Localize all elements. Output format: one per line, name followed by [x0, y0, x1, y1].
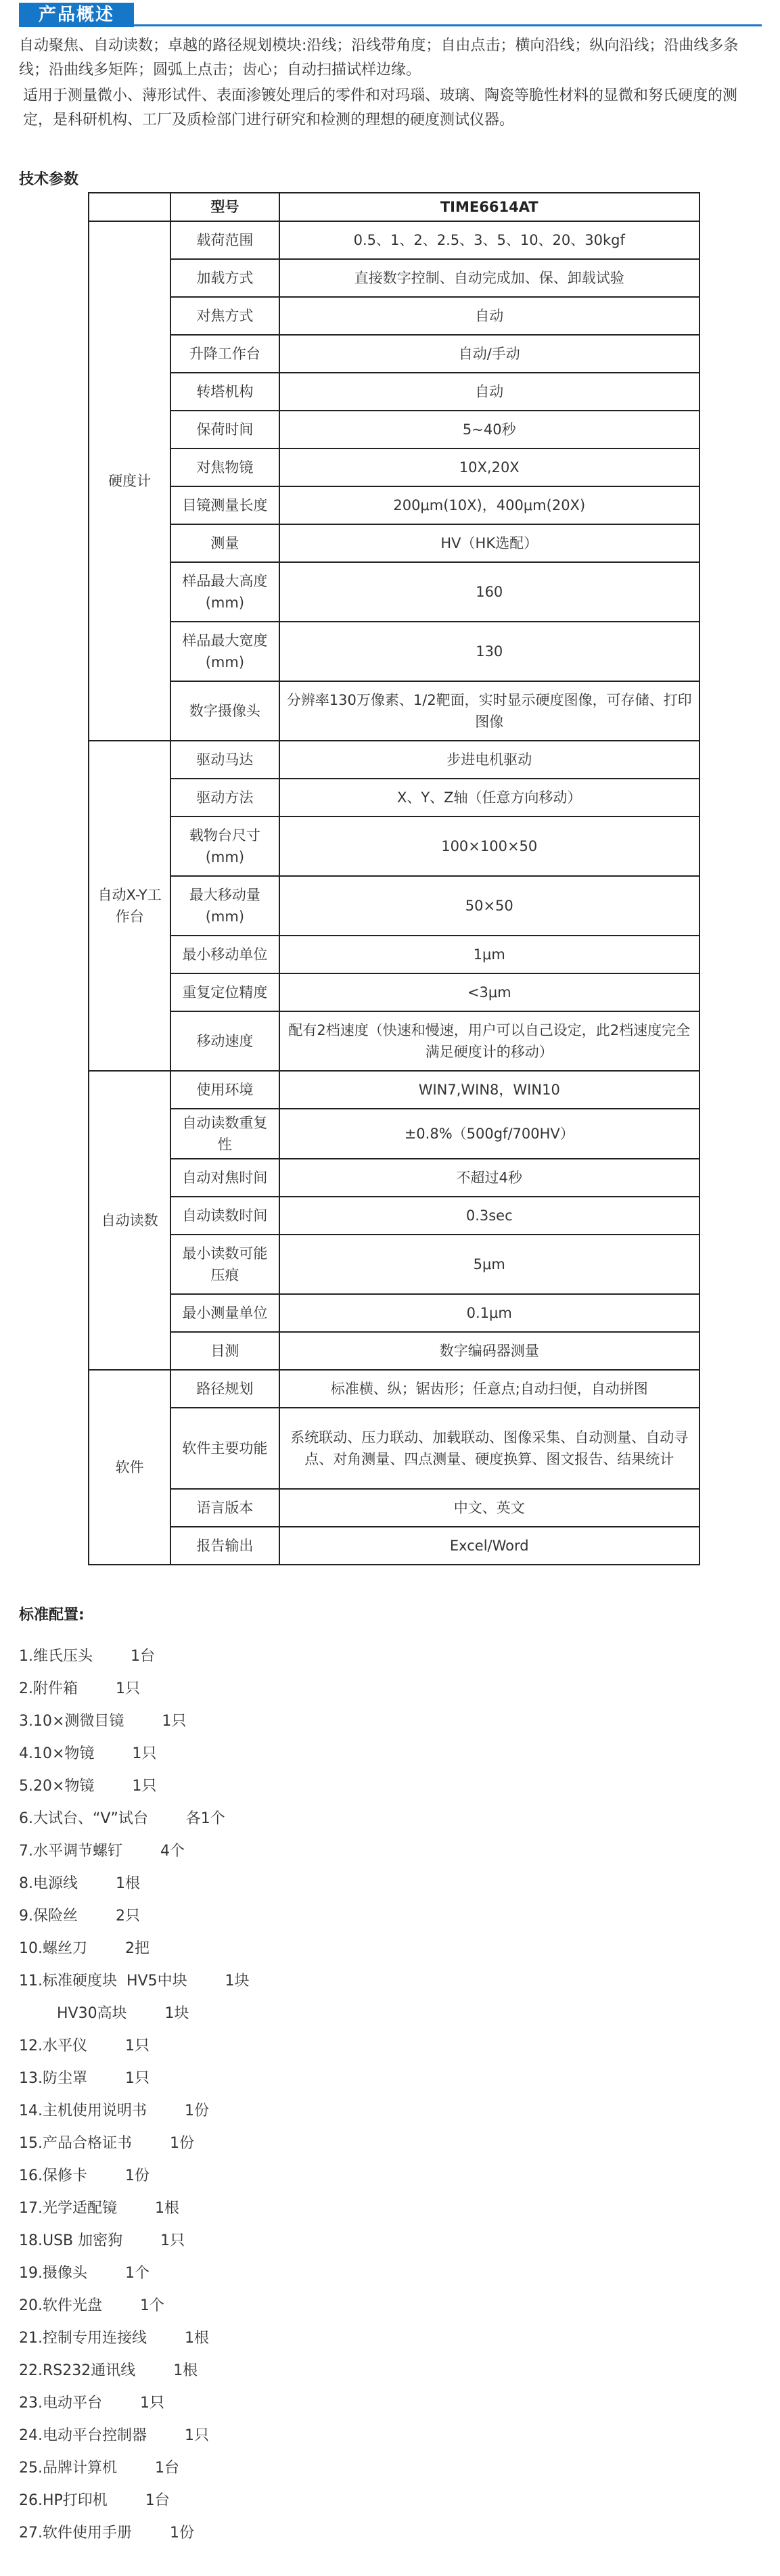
spec-row: [89, 1197, 699, 1235]
spec-row: [89, 1235, 699, 1294]
spec-row: [89, 1071, 699, 1109]
spec-param-value: 自动: [279, 297, 700, 335]
spec-param-label: 载物台尺寸(mm): [170, 816, 279, 876]
spec-group-label: 自动读数: [89, 1071, 170, 1370]
config-item-name: 4.10×物镜: [19, 1745, 95, 1762]
config-item-name: 3.10×测微目镜: [19, 1713, 124, 1730]
spec-header-blank: [89, 193, 170, 221]
config-item-quantity: 1份: [169, 2525, 194, 2542]
spec-row: [89, 448, 699, 486]
config-item-quantity: 1根: [154, 2200, 179, 2217]
spec-param-label: 自动读数重复性: [170, 1109, 279, 1159]
spec-row: [89, 411, 699, 448]
spec-param-label: 最小测量单位: [170, 1294, 279, 1332]
spec-param-value: ±0.8%（500gf/700HV）: [279, 1109, 700, 1159]
config-item-quantity: 1只: [124, 2070, 150, 2087]
config-item: [19, 2095, 560, 2128]
config-item: [19, 1868, 560, 1900]
spec-param-value: 步进电机驱动: [279, 741, 700, 779]
spec-row: [89, 335, 699, 373]
config-item: [19, 2128, 560, 2160]
spec-row: [89, 259, 699, 297]
spec-row: [89, 936, 699, 973]
config-item-name: 23.电动平台: [19, 2395, 102, 2412]
config-item-quantity: 2把: [124, 1940, 150, 1957]
config-item: [19, 1965, 560, 1998]
spec-param-label: 路径规划: [170, 1370, 279, 1408]
config-item-name: 24.电动平台控制器: [19, 2427, 147, 2444]
config-item: [19, 1835, 560, 1868]
config-item-quantity: 1只: [139, 2395, 164, 2412]
spec-param-label: 驱动方法: [170, 779, 279, 816]
spec-row: [89, 779, 699, 816]
spec-param-value: 中文、英文: [279, 1489, 700, 1527]
spec-param-value: 5μm: [279, 1235, 700, 1294]
spec-param-label: 语言版本: [170, 1489, 279, 1527]
config-item-quantity: 1根: [115, 1875, 140, 1892]
config-item-name: 19.摄像头: [19, 2265, 87, 2282]
config-item: [19, 2485, 560, 2517]
spec-param-value: WIN7,WIN8，WIN10: [279, 1071, 700, 1109]
config-item-quantity: 4个: [160, 1843, 185, 1860]
config-item-name: 12.水平仪: [19, 2038, 87, 2054]
spec-param-value: 0.3sec: [279, 1197, 700, 1235]
config-item: [19, 2290, 560, 2322]
config-item: [19, 2322, 560, 2355]
config-item-quantity: 1台: [130, 1648, 155, 1665]
spec-title: 技术参数: [19, 171, 79, 188]
config-item: [19, 2063, 560, 2095]
config-item: [19, 2257, 560, 2290]
config-item: [19, 2225, 560, 2257]
intro-paragraph-features: 自动聚焦、自动读数；卓越的路径规划模块:沿线；沿线带角度；自由点击；横向沿线；纵向沿线；沿曲线多条线；沿曲线多矩阵；圆弧上点击；齿心；自动扫描试样边缘。: [19, 37, 739, 78]
config-item-name: HV30高块: [57, 2005, 127, 2022]
config-item-quantity: 1份: [169, 2135, 194, 2152]
spec-param-value: X、Y、Z轴（任意方向移动）: [279, 779, 700, 816]
config-item-name: 20.软件光盘: [19, 2297, 102, 2314]
spec-param-value: 160: [279, 562, 700, 622]
spec-param-label: 对焦物镜: [170, 448, 279, 486]
config-item-quantity: 1根: [184, 2330, 209, 2347]
config-item-quantity: 1块: [164, 2005, 189, 2022]
spec-param-value: 直接数字控制、自动完成加、保、卸载试验: [279, 259, 700, 297]
spec-row: [89, 524, 699, 562]
intro-text: [19, 34, 763, 133]
config-item-name: 6.大试台、“V”试台: [19, 1810, 148, 1827]
spec-param-label: 最大移动量(mm): [170, 876, 279, 936]
config-item-name: 8.电源线: [19, 1875, 78, 1892]
spec-param-value: 0.1μm: [279, 1294, 700, 1332]
spec-row: [89, 622, 699, 681]
spec-param-label: 目镜测量长度: [170, 486, 279, 524]
spec-table: [88, 192, 700, 1565]
spec-param-label: 对焦方式: [170, 297, 279, 335]
spec-param-value: 0.5、1、2、2.5、3、5、10、20、30kgf: [279, 221, 700, 259]
spec-param-value: 5~40秒: [279, 411, 700, 448]
spec-header-model-label: 型号: [170, 193, 279, 221]
spec-row: [89, 297, 699, 335]
config-item: [19, 2355, 560, 2387]
spec-param-label: 重复定位精度: [170, 973, 279, 1011]
spec-param-value: 不超过4秒: [279, 1159, 700, 1197]
spec-group-label: 自动X-Y工作台: [89, 741, 170, 1071]
config-item-quantity: 1份: [184, 2102, 209, 2119]
config-item-quantity: 各1个: [185, 1810, 225, 1827]
spec-row: [89, 1294, 699, 1332]
spec-param-value: HV（HK选配）: [279, 524, 700, 562]
config-item: [19, 1900, 560, 1933]
config-item-quantity: 1台: [145, 2492, 170, 2509]
config-item: [19, 1673, 560, 1705]
spec-param-label: 样品最大高度(mm): [170, 562, 279, 622]
spec-row: [89, 373, 699, 411]
spec-param-value: 分辨率130万像素、1/2靶面，实时显示硬度图像，可存储、打印图像: [279, 681, 700, 741]
spec-param-label: 最小移动单位: [170, 936, 279, 973]
spec-row: [89, 1011, 699, 1071]
spec-row: [89, 816, 699, 876]
spec-row: [89, 1159, 699, 1197]
config-item-name: 16.保修卡: [19, 2167, 87, 2184]
config-item: [19, 1705, 560, 1738]
config-item-name: 26.HP打印机: [19, 2492, 108, 2509]
config-item-name: 5.20×物镜: [19, 1778, 95, 1795]
config-item: [19, 2030, 560, 2063]
config-item-quantity: 1块: [225, 1973, 250, 1990]
spec-param-value: 数字编码器测量: [279, 1332, 700, 1370]
spec-row: [89, 741, 699, 779]
config-item-quantity: 1个: [124, 2265, 150, 2282]
spec-param-label: 移动速度: [170, 1011, 279, 1071]
spec-param-value: 100×100×50: [279, 816, 700, 876]
config-item: [19, 2192, 560, 2225]
spec-param-value: 1μm: [279, 936, 700, 973]
config-item: [19, 1803, 560, 1835]
config-item: [19, 2420, 560, 2452]
config-item: [19, 1933, 560, 1965]
config-item-name: 22.RS232通讯线: [19, 2362, 136, 2379]
spec-param-value: 10X,20X: [279, 448, 700, 486]
config-item-quantity: 1只: [132, 1778, 157, 1795]
config-item-quantity: 2只: [115, 1908, 140, 1925]
config-item-quantity: 1台: [154, 2460, 179, 2477]
config-item-quantity: 1只: [162, 1713, 187, 1730]
spec-param-label: 载荷范围: [170, 221, 279, 259]
config-item: [19, 1640, 560, 1673]
spec-row: [89, 1527, 699, 1565]
spec-param-value: 配有2档速度（快速和慢速，用户可以自己设定，此2档速度完全满足硬度计的移动）: [279, 1011, 700, 1071]
config-item-name: 11.标准硬度块 HV5中块: [19, 1973, 187, 1990]
spec-header-model-value: TIME6614AT: [279, 193, 700, 221]
config-item-name: 15.产品合格证书: [19, 2135, 132, 2152]
config-item-name: 27.软件使用手册: [19, 2525, 132, 2542]
spec-row: [89, 876, 699, 936]
config-item: [19, 1738, 560, 1770]
spec-row: [89, 1332, 699, 1370]
spec-param-value: Excel/Word: [279, 1527, 700, 1565]
config-item-name: 1.维氏压头: [19, 1648, 93, 1665]
spec-param-label: 自动读数时间: [170, 1197, 279, 1235]
spec-row: [89, 221, 699, 259]
spec-row: [89, 1408, 699, 1489]
config-item-name: 18.USB 加密狗: [19, 2232, 123, 2249]
spec-row: [89, 1109, 699, 1159]
spec-param-label: 保荷时间: [170, 411, 279, 448]
config-item-name: 10.螺丝刀: [19, 1940, 87, 1957]
spec-param-label: 测量: [170, 524, 279, 562]
config-item-name: 14.主机使用说明书: [19, 2102, 147, 2119]
spec-param-value: 自动: [279, 373, 700, 411]
config-item: [19, 2452, 560, 2485]
spec-header-row: [89, 193, 699, 221]
config-item-quantity: 1只: [115, 1680, 140, 1697]
intro-paragraph-application: 适用于测量微小、薄形试件、表面渗镀处理后的零件和对玛瑙、玻璃、陶瓷等脆性材料的显微和努氏硬度的测定，是科研机构、工厂及质检部门进行研究和检测的理想的硬度测试仪器。: [23, 87, 738, 129]
spec-param-label: 转塔机构: [170, 373, 279, 411]
config-item-quantity: 1份: [124, 2167, 150, 2184]
config-item: [19, 1770, 560, 1803]
spec-param-label: 软件主要功能: [170, 1408, 279, 1489]
spec-row: [89, 486, 699, 524]
spec-param-value: 标准横、纵；锯齿形；任意点;自动扫便，自动拼图: [279, 1370, 700, 1408]
spec-param-label: 驱动马达: [170, 741, 279, 779]
section-header-tab: 产品概述: [19, 3, 134, 27]
config-item-name: 2.附件箱: [19, 1680, 78, 1697]
config-item-quantity: 1只: [124, 2038, 150, 2054]
spec-group-label: 软件: [89, 1370, 170, 1565]
config-item-quantity: 1只: [184, 2427, 209, 2444]
spec-param-value: 130: [279, 622, 700, 681]
spec-param-label: 升降工作台: [170, 335, 279, 373]
config-list: [19, 1640, 560, 2550]
spec-row: [89, 1370, 699, 1408]
config-item-name: 25.品牌计算机: [19, 2460, 117, 2477]
config-item-quantity: 1个: [139, 2297, 164, 2314]
config-item-name: 17.光学适配镜: [19, 2200, 117, 2217]
config-item-name: 9.保险丝: [19, 1908, 78, 1925]
spec-param-label: 样品最大宽度(mm): [170, 622, 279, 681]
spec-param-label: 数字摄像头: [170, 681, 279, 741]
spec-param-value: 200μm(10X)，400μm(20X): [279, 486, 700, 524]
spec-param-value: <3μm: [279, 973, 700, 1011]
spec-row: [89, 973, 699, 1011]
spec-group-label: 硬度计: [89, 221, 170, 741]
config-item: [19, 2160, 560, 2192]
config-item: [19, 2387, 560, 2420]
spec-row: [89, 1489, 699, 1527]
spec-row: [89, 562, 699, 622]
config-item-quantity: 1只: [132, 1745, 157, 1762]
config-item: [19, 2517, 560, 2550]
spec-param-value: 系统联动、压力联动、加载联动、图像采集、自动测量、自动寻点、对角测量、四点测量、硬度换算、图文报告、结果统计: [279, 1408, 700, 1489]
config-item-name: 7.水平调节螺钉: [19, 1843, 122, 1860]
config-item-quantity: 1只: [160, 2232, 185, 2249]
spec-param-label: 加载方式: [170, 259, 279, 297]
spec-param-value: 50×50: [279, 876, 700, 936]
spec-param-label: 自动对焦时间: [170, 1159, 279, 1197]
config-item: [19, 1998, 560, 2030]
spec-param-label: 目测: [170, 1332, 279, 1370]
config-item-name: 13.防尘罩: [19, 2070, 87, 2087]
config-title: 标准配置:: [19, 1607, 85, 1624]
spec-param-label: 使用环境: [170, 1071, 279, 1109]
spec-param-label: 最小读数可能压痕: [170, 1235, 279, 1294]
config-item-quantity: 1根: [173, 2362, 198, 2379]
spec-param-label: 报告输出: [170, 1527, 279, 1565]
spec-row: [89, 681, 699, 741]
config-item-name: 21.控制专用连接线: [19, 2330, 147, 2347]
spec-param-value: 自动/手动: [279, 335, 700, 373]
